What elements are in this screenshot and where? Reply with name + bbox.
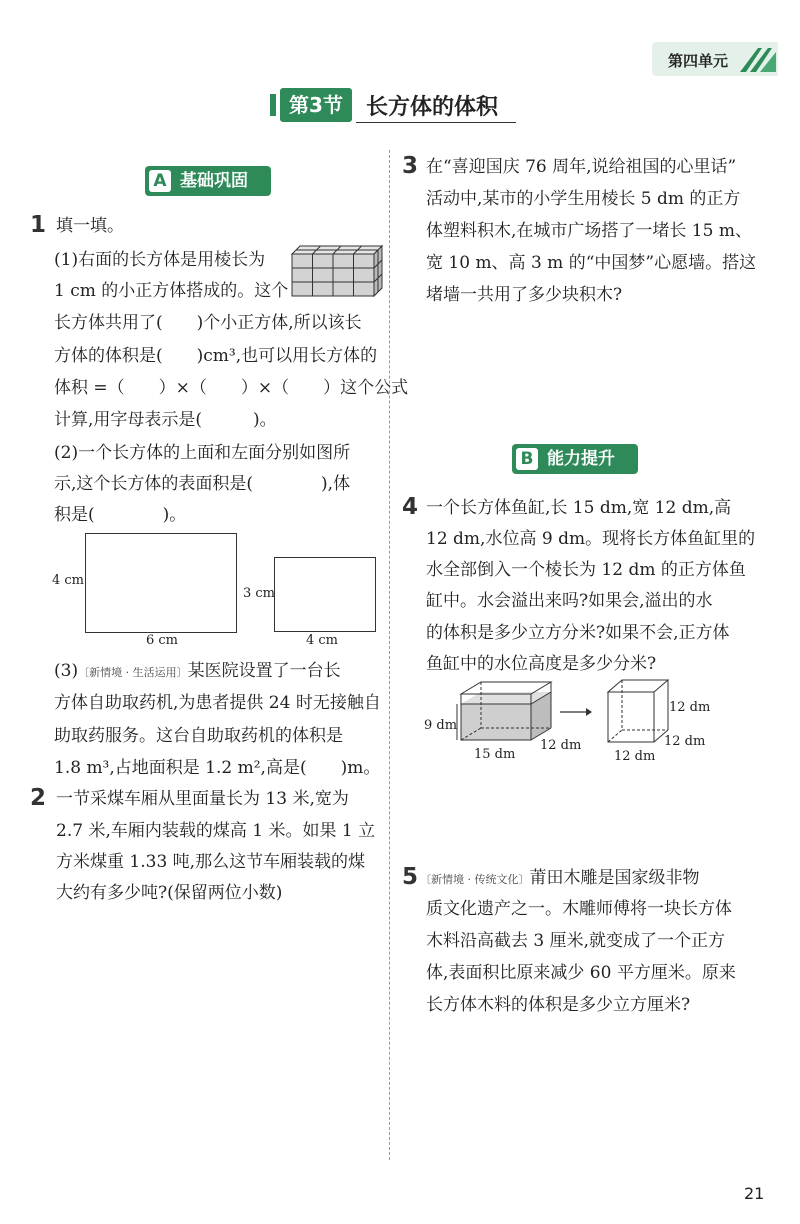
q4-line-4: 缸中。水会溢出来吗?如果会,溢出的水 — [426, 591, 713, 611]
q5-line-2: 质文化遗产之一。木雕师傅将一块长方体 — [426, 899, 732, 919]
cube-height-label: 12 dm — [669, 700, 711, 715]
q3-line-3: 体塑料积木,在城市广场搭了一堵长 15 m、 — [426, 221, 752, 241]
tank-length-label: 15 dm — [474, 747, 516, 762]
q5-number: 5 — [402, 864, 419, 890]
q5-line-5: 长方体木料的体积是多少立方厘米? — [426, 995, 691, 1015]
cube-depth-label: 12 dm — [664, 734, 706, 749]
q1-p1-line-1: (1)右面的长方体是用棱长为 — [54, 250, 266, 270]
q1-p1-line-2: 1 cm 的小正方体搭成的。这个 — [54, 281, 289, 301]
top-face-rectangle — [85, 533, 237, 633]
tank-water-height-label: 9 dm — [424, 718, 458, 733]
left-face-rectangle — [274, 557, 376, 632]
cube-width-label: 12 dm — [614, 749, 656, 764]
q1-p1-line-5: 体积 =（ ）×（ ）×（ ）这个公式 — [54, 378, 409, 398]
q1-p1-line-6: 计算,用字母表示是( )。 — [54, 410, 277, 430]
q1-p2-line-1: (2)一个长方体的上面和左面分别如图所 — [54, 443, 351, 463]
q1-p2-line-2: 示,这个长方体的表面积是( ),体 — [54, 474, 351, 494]
q1-p3-line-2: 方体自助取药机,为患者提供 24 时无接触自 — [54, 693, 381, 713]
q3-number: 3 — [402, 153, 419, 179]
q5-line-1: 〔新情境 · 传统文化〕莆田木雕是国家级非物 — [420, 868, 700, 888]
q3-line-2: 活动中,某市的小学生用棱长 5 dm 的正方 — [426, 189, 741, 209]
section-b-label: 能力提升 — [547, 449, 615, 469]
top-face-height-label: 4 cm — [52, 573, 85, 588]
q4-number: 4 — [402, 494, 419, 520]
pour-arrow-icon — [560, 706, 592, 718]
q1-p2-line-3: 积是( )。 — [54, 505, 187, 525]
q5-tag: 〔新情境 · 传统文化〕 — [420, 873, 530, 886]
page-number: 21 — [744, 1184, 765, 1203]
title-left-bracket — [270, 94, 276, 116]
column-divider — [389, 150, 390, 1160]
section-b-letter: B — [516, 448, 538, 470]
q3-line-1: 在“喜迎国庆 76 周年,说给祖国的心里话” — [426, 157, 737, 177]
title-underline — [356, 122, 516, 123]
q1-p3-line-3: 助取药服务。这台自助取药机的体积是 — [54, 726, 343, 746]
q1-p3-line-4: 1.8 m³,占地面积是 1.2 m²,高是( )m。 — [54, 758, 381, 778]
section-number: 第3节 — [280, 88, 352, 122]
left-face-height-label: 3 cm — [243, 586, 276, 601]
q4-line-6: 鱼缸中的水位高度是多少分米? — [426, 654, 657, 674]
q1-p3-line-1: (3)〔新情境 · 生活运用〕某医院设置了一台长 — [54, 661, 341, 681]
left-face-width-label: 4 cm — [306, 633, 339, 648]
unit-logo-icon — [738, 44, 778, 74]
q1-p1-line-3: 长方体共用了( )个小正方体,所以该长 — [54, 313, 362, 333]
cuboid-of-cubes-figure — [290, 244, 384, 298]
q4-line-1: 一个长方体鱼缸,长 15 dm,宽 12 dm,高 — [426, 498, 732, 518]
q1-p3-tag: 〔新情境 · 生活运用〕 — [78, 666, 188, 679]
q3-line-4: 宽 10 m、高 3 m 的“中国梦”心愿墙。搭这 — [426, 253, 757, 273]
q2-line-4: 大约有多少吨?(保留两位小数) — [56, 883, 283, 903]
top-face-width-label: 6 cm — [146, 633, 179, 648]
page-title: 长方体的体积 — [366, 95, 499, 120]
q5-line-3: 木料沿高截去 3 厘米,就变成了一个正方 — [426, 931, 726, 951]
q1-intro: 填一填。 — [56, 216, 124, 236]
q1-number: 1 — [30, 212, 47, 238]
q2-number: 2 — [30, 785, 47, 811]
q2-line-2: 2.7 米,车厢内装载的煤高 1 米。如果 1 立 — [56, 821, 376, 841]
q2-line-1: 一节采煤车厢从里面量长为 13 米,宽为 — [56, 789, 349, 809]
section-a-label: 基础巩固 — [180, 171, 248, 191]
unit-label: 第四单元 — [668, 52, 729, 70]
q5-line-4: 体,表面积比原来减少 60 平方厘米。原来 — [426, 963, 736, 983]
section-a-letter: A — [149, 170, 171, 192]
q3-line-5: 堵墙一共用了多少块积木? — [426, 285, 623, 305]
q1-p1-line-4: 方体的体积是( )cm³,也可以用长方体的 — [54, 346, 378, 366]
q4-line-2: 12 dm,水位高 9 dm。现将长方体鱼缸里的 — [426, 529, 756, 549]
q2-line-3: 方米煤重 1.33 吨,那么这节车厢装载的煤 — [56, 852, 366, 872]
q4-line-5: 的体积是多少立方分米?如果不会,正方体 — [426, 623, 730, 643]
tank-width-label: 12 dm — [540, 738, 582, 753]
q4-line-3: 水全部倒入一个棱长为 12 dm 的正方体鱼 — [426, 560, 746, 580]
